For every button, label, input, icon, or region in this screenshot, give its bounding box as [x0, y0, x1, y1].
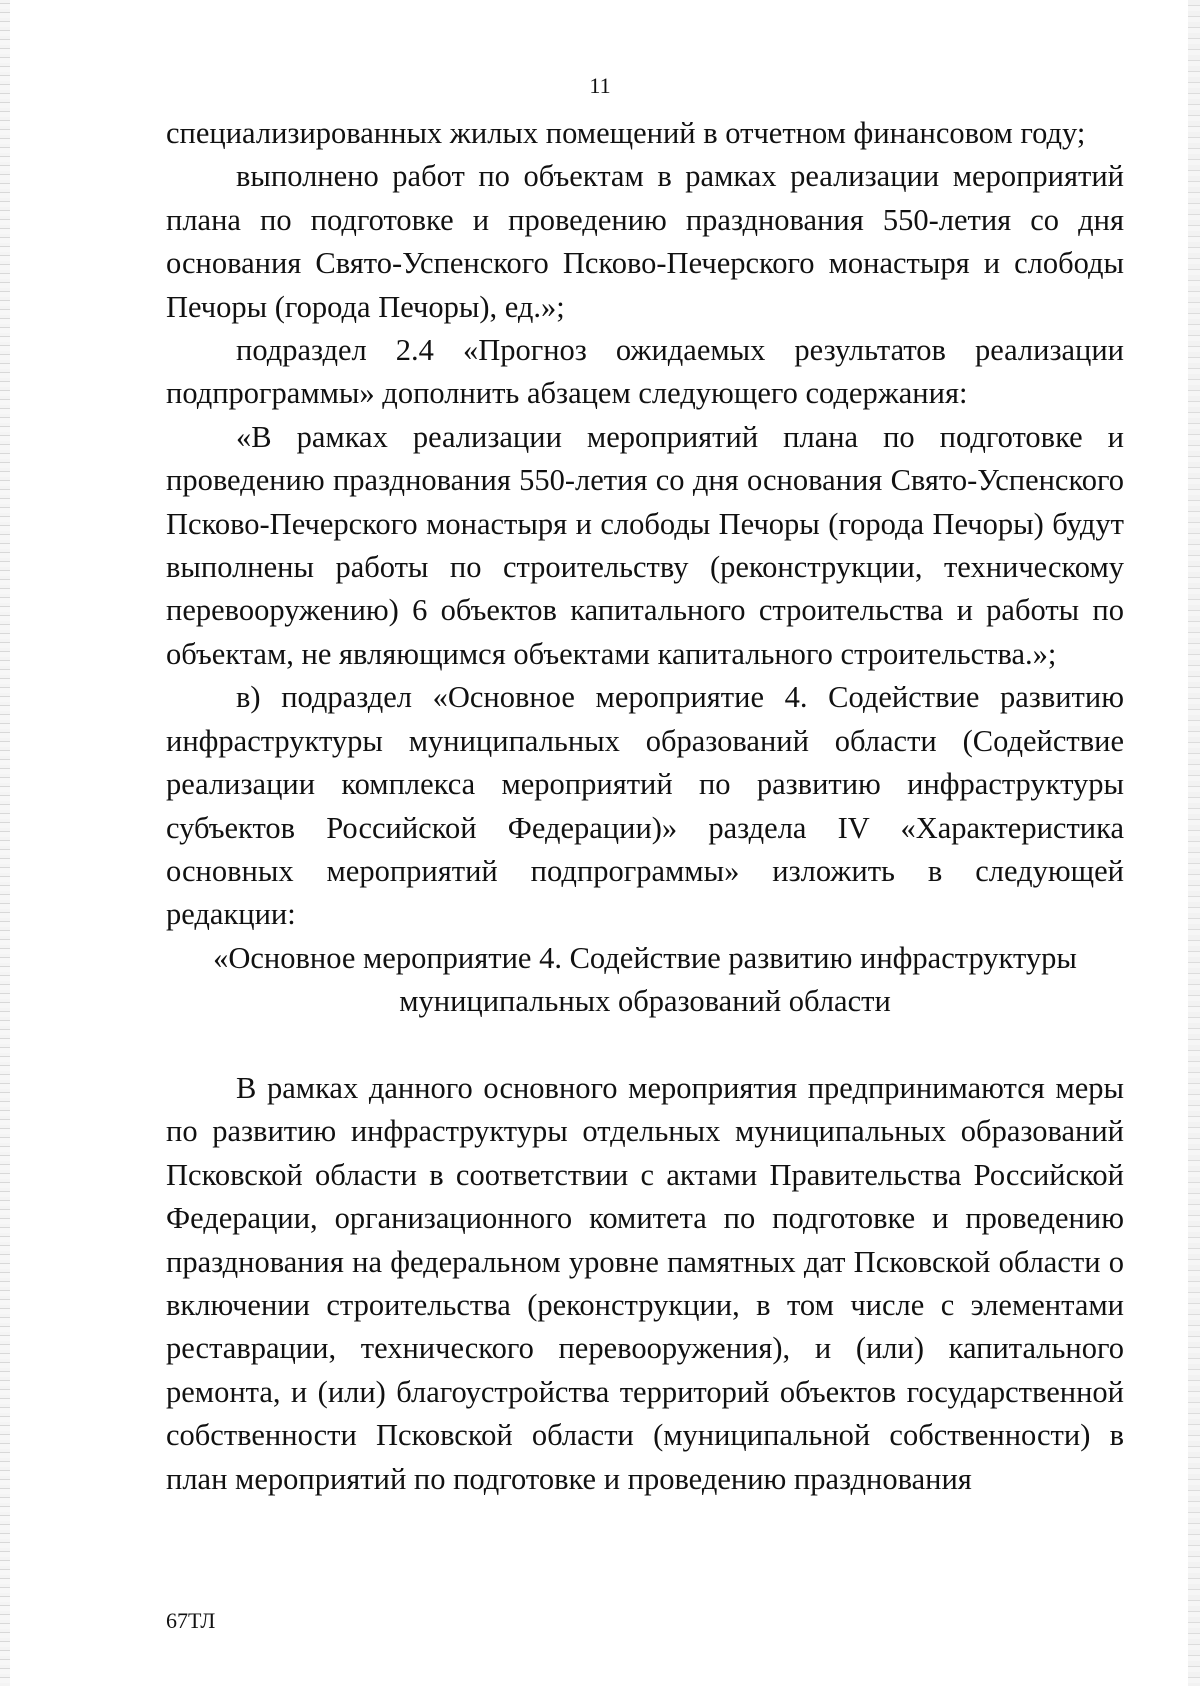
- footer-code: 67ТЛ: [166, 1608, 216, 1633]
- paragraph-subsection-v: в) подраздел «Основное мероприятие 4. Содействие развитию инфраструктуры муниципальных образований области (Содействие реализации комплекса мероприятий по развитию инфраструктуры субъектов Российской Федерации)» раздела IV «Характеристика основных мероприятий подпрограммы» изложить в следующей редакции:: [166, 680, 1124, 932]
- scan-edge-left: [0, 0, 10, 1686]
- section-heading-line-2: муниципальных образований области: [399, 984, 891, 1019]
- blank-line: [166, 1024, 1124, 1067]
- paragraph-quoted-addition: «В рамках реализации мероприятий плана по подготовке и проведению празднования 550-летия со дня основания Свято-Успенского Псково-Печерского монастыря и слободы Печоры (города Печоры) будут выполнены работы по строительству (реконструкции, техническому перевооружению) 6 объектов капитального строительства и работы по объектам, не являющимся объектами капитального строительства.»;: [166, 419, 1124, 671]
- scan-edge-right: [1188, 0, 1200, 1686]
- page-number: 11: [589, 73, 611, 98]
- section-heading-line-1: «Основное мероприятие 4. Содействие развитию инфраструктуры: [213, 940, 1077, 975]
- paragraph-main-body: В рамках данного основного мероприятия предпринимаются меры по развитию инфраструктуры отдельных муниципальных образований Псковской области в соответствии с актами Правительства Российской Федерации, организационного комитета по подготовке и проведению празднования на федеральном уровне памятных дат Псковской области о включении строительства (реконструкции, в том числе с элементами реставрации, технического перевооружения), и (или) капитального ремонта, и (или) благоустройства территорий объектов государственной собственности Псковской области (муниципальной собственности) в план мероприятий по подготовке и проведению празднования: [166, 1070, 1124, 1496]
- paragraph-continuation: специализированных жилых помещений в отчетном финансовом году;: [166, 116, 1086, 150]
- paragraph-indicator-works: выполнено работ по объектам в рамках реализации мероприятий плана по подготовке и проведению празднования 550-летия со дня основания Свято-Успенского Псково-Печерского монастыря и слободы Печоры (города Печоры), ед.»;: [166, 159, 1124, 324]
- document-body: [166, 112, 1124, 1501]
- paragraph-subsection-2-4: подраздел 2.4 «Прогноз ожидаемых результатов реализации подпрограммы» дополнить абзацем следующего содержания:: [166, 333, 1124, 411]
